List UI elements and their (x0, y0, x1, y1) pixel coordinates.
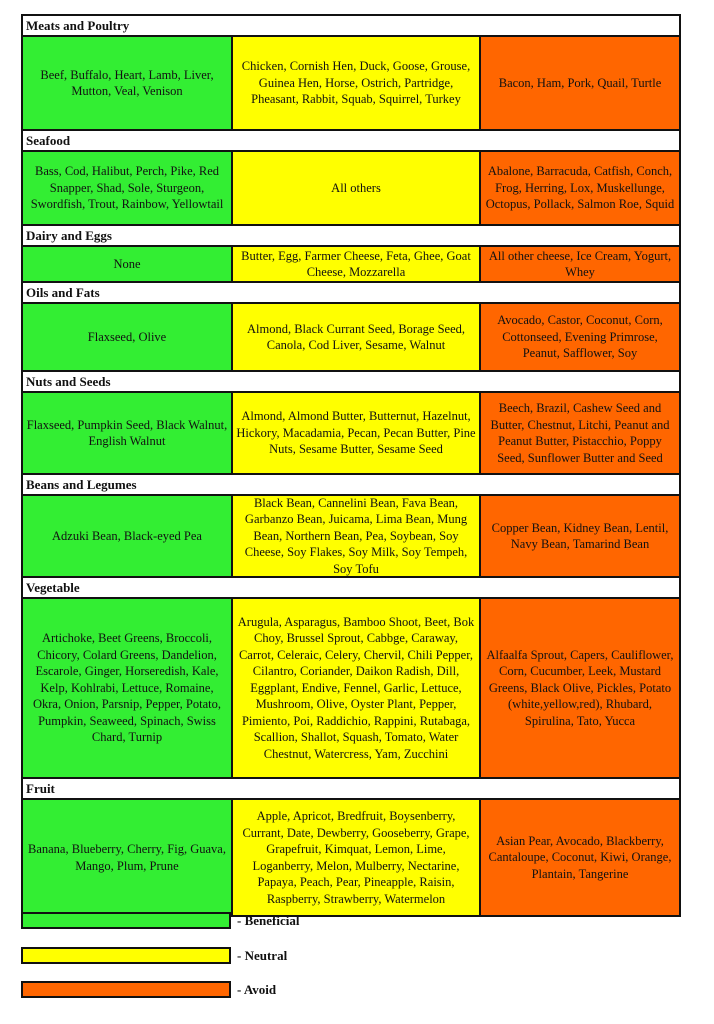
section-header-fruit: Fruit (23, 779, 679, 800)
category-row-dairy-and-eggs (23, 247, 679, 283)
legend-label-beneficial: - Beneficial (237, 912, 300, 928)
section-header-seafood: Seafood (23, 131, 679, 152)
beneficial-cell: Artichoke, Beet Greens, Broccoli, Chicory, Colard Greens, Dandelion, Escarole, Ginger, Horseredish, Kale, Kelp, Kohlrabi, Lettuce, Romaine, Okra, Onion, Parsnip, Pepper, Potato, Pumpkin, Seaweed, Spinach, Swiss Chard, Turnip (23, 599, 233, 777)
beneficial-cell: Beef, Buffalo, Heart, Lamb, Liver, Mutton, Veal, Venison (23, 37, 233, 129)
section-header-dairy-and-eggs: Dairy and Eggs (23, 226, 679, 247)
neutral-cell: Black Bean, Cannelini Bean, Fava Bean, Garbanzo Bean, Juicama, Lima Bean, Mung Bean, Northern Bean, Pea, Soybean, Soy Cheese, Soy Flakes, Soy Milk, Soy Tempeh, Soy Tofu (233, 496, 481, 576)
legend-label-avoid: - Avoid (237, 981, 277, 997)
category-row-beans-and-legumes (23, 496, 679, 578)
section-header-vegetable: Vegetable (23, 578, 679, 599)
neutral-cell: Arugula, Asparagus, Bamboo Shoot, Beet, Bok Choy, Brussel Sprout, Cabbge, Caraway, Carrot, Celeraic, Celery, Chervil, Chili Pepper, Cilantro, Coriander, Daikon Radish, Dill, Eggplant, Endive, Fennel, Garlic, Lettuce, Mushroom, Olive, Oyster Plant, Pepper, Pimiento, Poi, Raddichio, Rappini, Rutabaga, Scallion, Shallot, Squash, Tomato, Water Chestnut, Watercress, Yam, Zucchini (233, 599, 481, 777)
legend-swatch-avoid (21, 981, 231, 998)
avoid-cell: Bacon, Ham, Pork, Quail, Turtle (481, 37, 679, 129)
section-header-beans-and-legumes: Beans and Legumes (23, 475, 679, 496)
category-row-nuts-and-seeds (23, 393, 679, 475)
avoid-cell: Avocado, Castor, Coconut, Corn, Cottonseed, Evening Primrose, Peanut, Safflower, Soy (481, 304, 679, 370)
legend-swatch-beneficial (21, 912, 231, 929)
legend-beneficial (21, 912, 299, 929)
beneficial-cell: Adzuki Bean, Black-eyed Pea (23, 496, 233, 576)
section-header-meats-and-poultry: Meats and Poultry (23, 16, 679, 37)
avoid-cell: Alfaalfa Sprout, Capers, Cauliflower, Corn, Cucumber, Leek, Mustard Greens, Black Olive, Pickles, Potato (white,yellow,red), Rhubard, Spirulina, Tato, Yucca (481, 599, 679, 777)
legend-label-neutral: - Neutral (237, 947, 288, 963)
neutral-cell: Almond, Almond Butter, Butternut, Hazelnut, Hickory, Macadamia, Pecan, Pecan Butter, Pine Nuts, Sesame Butter, Sesame Seed (233, 393, 481, 473)
avoid-cell: Asian Pear, Avocado, Blackberry, Cantaloupe, Coconut, Kiwi, Orange, Plantain, Tangerine (481, 800, 679, 915)
beneficial-cell: Flaxseed, Pumpkin Seed, Black Walnut, English Walnut (23, 393, 233, 473)
category-row-vegetable (23, 599, 679, 779)
avoid-cell: All other cheese, Ice Cream, Yogurt, Whey (481, 247, 679, 281)
category-row-fruit (23, 800, 679, 915)
beneficial-cell: Flaxseed, Olive (23, 304, 233, 370)
category-row-oils-and-fats (23, 304, 679, 372)
neutral-cell: Almond, Black Currant Seed, Borage Seed, Canola, Cod Liver, Sesame, Walnut (233, 304, 481, 370)
neutral-cell: Chicken, Cornish Hen, Duck, Goose, Grouse, Guinea Hen, Horse, Ostrich, Partridge, Pheasant, Rabbit, Squab, Squirrel, Turkey (233, 37, 481, 129)
beneficial-cell: Bass, Cod, Halibut, Perch, Pike, Red Snapper, Shad, Sole, Sturgeon, Swordfish, Trout, Rainbow, Yellowtail (23, 152, 233, 224)
section-header-oils-and-fats: Oils and Fats (23, 283, 679, 304)
category-row-seafood (23, 152, 679, 226)
neutral-cell: Butter, Egg, Farmer Cheese, Feta, Ghee, Goat Cheese, Mozzarella (233, 247, 481, 281)
avoid-cell: Copper Bean, Kidney Bean, Lentil, Navy Bean, Tamarind Bean (481, 496, 679, 576)
legend-avoid (21, 981, 276, 998)
neutral-cell: Apple, Apricot, Bredfruit, Boysenberry, Currant, Date, Dewberry, Gooseberry, Grape, Grapefruit, Kimquat, Lemon, Lime, Loganberry, Melon, Mulberry, Nectarine, Papaya, Peach, Pear, Pineapple, Raisin, Raspberry, Strawberry, Watermelon (233, 800, 481, 915)
legend-neutral (21, 947, 287, 964)
beneficial-cell: None (23, 247, 233, 281)
avoid-cell: Abalone, Barracuda, Catfish, Conch, Frog, Herring, Lox, Muskellunge, Octopus, Pollack, Salmon Roe, Squid (481, 152, 679, 224)
food-chart-table (21, 14, 681, 917)
beneficial-cell: Banana, Blueberry, Cherry, Fig, Guava, Mango, Plum, Prune (23, 800, 233, 915)
section-header-nuts-and-seeds: Nuts and Seeds (23, 372, 679, 393)
legend-swatch-neutral (21, 947, 231, 964)
category-row-meats-and-poultry (23, 37, 679, 131)
neutral-cell: All others (233, 152, 481, 224)
avoid-cell: Beech, Brazil, Cashew Seed and Butter, Chestnut, Litchi, Peanut and Peanut Butter, Pistacchio, Poppy Seed, Sunflower Butter and Seed (481, 393, 679, 473)
